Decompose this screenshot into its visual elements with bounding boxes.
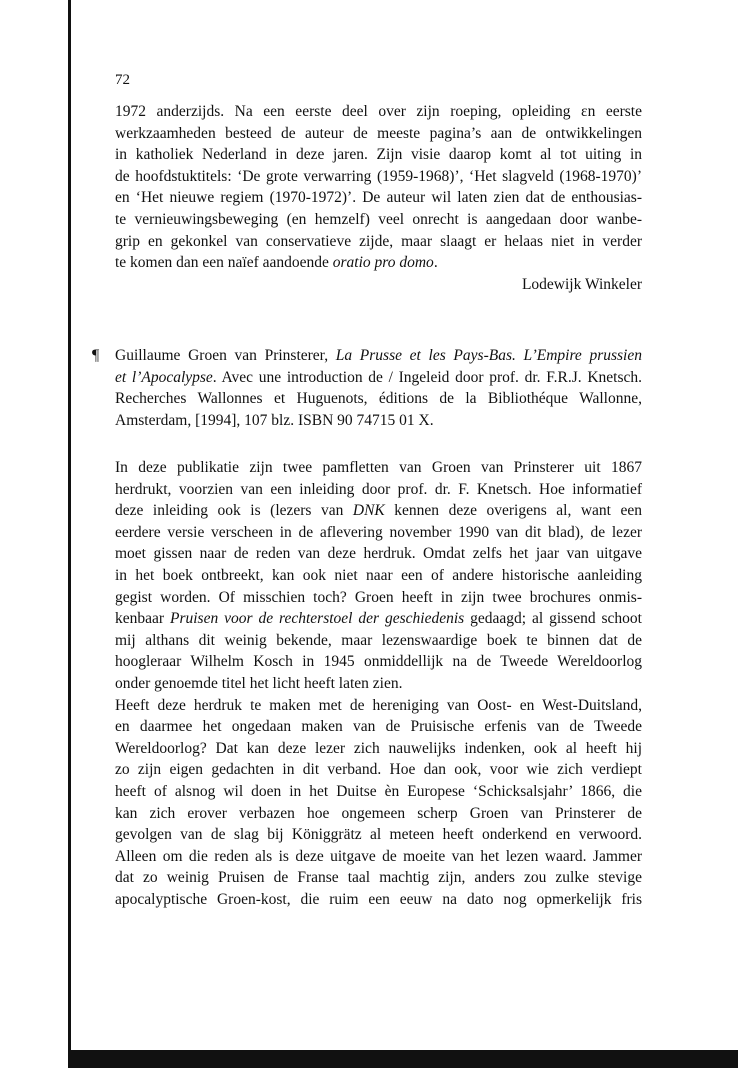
italic-title: DNK	[352, 502, 385, 520]
text-line: apocalyptische Groen-kost, die ruim een eeuw na dato nog opmerkelijk fris	[115, 890, 642, 908]
text-line: Wereldoorlog? Dat kan deze lezer zich nauwelijks indenken, ook al heeft hij	[115, 739, 642, 757]
text-line: eerdere versie verscheen in de aflevering november 1990 van dit blad), de lezer	[115, 523, 642, 541]
text-line: hoogleraar Wilhelm Kosch in 1945 onmiddellijk na de Tweede Wereldoorlog	[115, 653, 642, 671]
text-line: herdrukt, voorzien van een inleiding door prof. dr. F. Knetsch. Hoe informatief	[115, 480, 642, 498]
pilcrow-icon: ¶	[92, 347, 100, 364]
text-line: in katholiek Nederland in deze jaren. Zijn visie daarop komt al tot uiting in	[115, 146, 642, 164]
citation-line: Guillaume Groen van Prinsterer, La Prusse et les Pays-Bas. L’Empire prussien	[115, 347, 642, 364]
text-line: gevolgen van de slag bij Königgrätz al meteen heeft onderkend en verwoord.	[115, 826, 642, 844]
text-line: werkzaamheden besteed de auteur de meeste pagina’s aan de ontwikkelingen	[115, 124, 642, 142]
text-line: 1972 anderzijds. Na een eerste deel over zijn roeping, opleiding ɛn eerste	[115, 103, 642, 120]
text-line: te vernieuwingsbeweging (en hemzelf) veel onrecht is aangedaan door wanbe-	[115, 210, 642, 228]
text-line: in het boek ontbreekt, kan ook niet naar een of andere historische aanleiding	[115, 566, 642, 584]
review-continuation	[115, 101, 642, 295]
text-line: kenbaar Pruisen voor de rechterstoel der geschiedenis gedaagd; al gissend schoot	[115, 610, 642, 628]
text-line: Alleen om die reden als is deze uitgave de moeite van het lezen waard. Jammer	[115, 847, 642, 865]
text-line: In deze publikatie zijn twee pamfletten van Groen van Prinsterer uit 1867	[115, 459, 642, 476]
italic-title: Pruisen voor de rechterstoel der geschiedenis	[169, 610, 465, 628]
italic-title: oratio pro domo	[332, 254, 434, 272]
text-line: deze inleiding ook is (lezers van DNK kennen deze overigens al, want een	[115, 502, 642, 520]
page-number: 72	[115, 72, 130, 88]
text-line: en ‘Het nieuwe regiem (1970-1972)’. De auteur wil laten zien dat de enthousias-	[115, 189, 642, 207]
text-line: mij althans dit weinig bekende, maar lezenswaardige boek te binnen dat de	[115, 631, 642, 649]
text-line: kan zich erover verbazen hoe ongemeen scherp Groen van Prinsterer de	[115, 804, 642, 822]
text-line: dat zo weinig Pruisen de Franse taal machtig zijn, anders zou zulke stevige	[115, 869, 642, 887]
review-body	[115, 457, 642, 910]
page-edge-bottom	[68, 1050, 738, 1068]
page-edge-left	[68, 0, 71, 1068]
citation-line: et l’Apocalypse. Avec une introduction de / Ingeleid door prof. dr. F.R.J. Knetsch.	[115, 368, 642, 386]
text-line: grip en gekonkel van conservatieve zijde, maar slaagt er helaas niet in verder	[115, 232, 642, 250]
citation-line: Recherches Wallonnes et Huguenots, éditions de la Bibliothéque Wallonne,	[115, 390, 642, 408]
text-line: Heeft deze herdruk te maken met de hereniging van Oost- en West-Duitsland,	[115, 696, 642, 714]
italic-title: et l’Apocalypse	[115, 368, 213, 386]
book-citation	[115, 345, 642, 431]
text-line: heeft of alsnog wil doen in het Duitse èn Europese ‘Schicksalsjahr’ 1866, die	[115, 782, 642, 800]
citation-line: Amsterdam, [1994], 107 blz. ISBN 90 74715 01 X.	[115, 411, 434, 429]
text-line: de hoofdstuktitels: ‘De grote verwarring (1959-1968)’, ‘Het slagveld (1968-1970)’	[115, 167, 642, 185]
text-line: gegist worden. Of misschien toch? Groen heeft in zijn twee brochures onmis-	[115, 588, 642, 606]
text-line: moet gissen naar de reden van deze herdruk. Omdat zelfs het jaar van uitgave	[115, 545, 642, 563]
text-line: zo zijn eigen gedachten in dit verband. Hoe dan ook, voor wie zich verdiept	[115, 761, 642, 779]
text-line: onder genoemde titel het licht heeft laten zien.	[115, 674, 403, 692]
text-line: en daarmee het ongedaan maken van de Pruisische erfenis van de Tweede	[115, 718, 642, 736]
italic-title: La Prusse et les Pays-Bas. L’Empire prussien	[335, 347, 642, 364]
review-author: Lodewijk Winkeler	[521, 275, 642, 293]
text-line: te komen dan een naïef aandoende oratio pro domo.	[115, 254, 438, 272]
